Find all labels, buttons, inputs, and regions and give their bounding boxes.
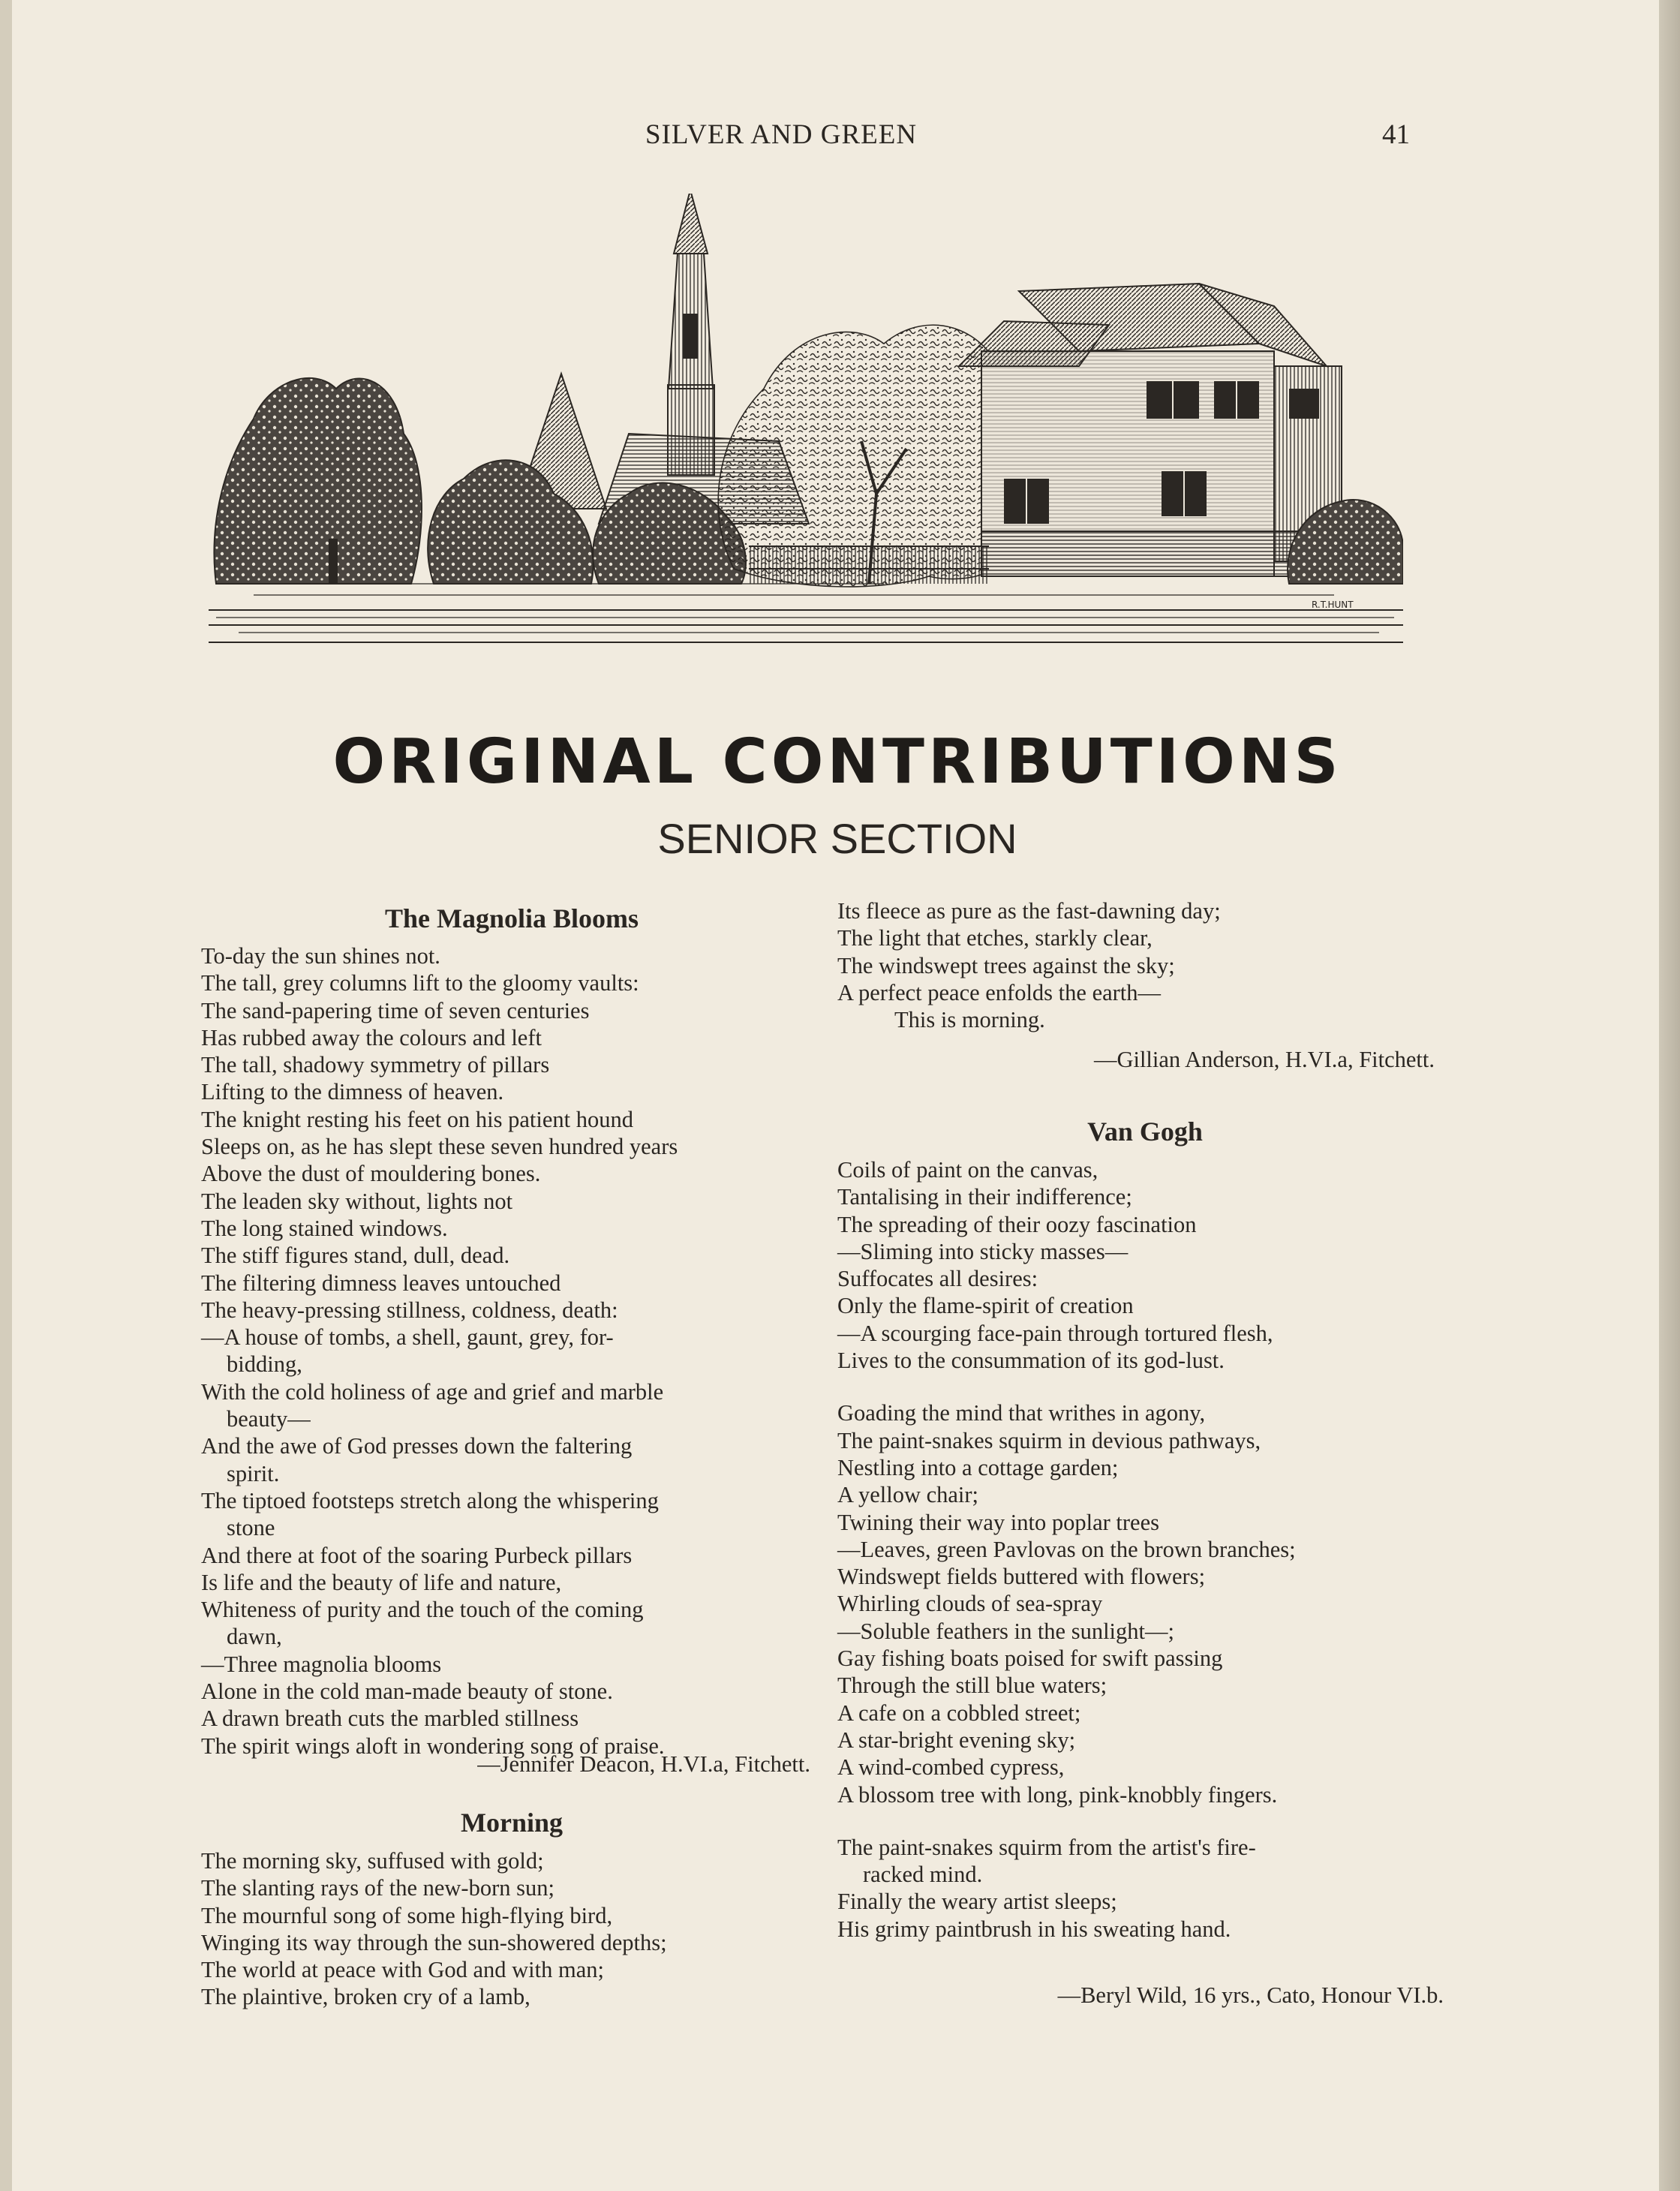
poem-line: Lives to the consummation of its god-lust. bbox=[837, 1348, 1225, 1374]
poem-line: racked mind. bbox=[863, 1862, 983, 1888]
stanza-gap bbox=[837, 1808, 1453, 1834]
magazine-page bbox=[12, 0, 1663, 2191]
poem-vangogh bbox=[837, 1156, 1453, 1943]
section-title: SENIOR SECTION bbox=[657, 815, 1017, 862]
poem-line: The world at peace with God and with man; bbox=[201, 1957, 604, 1983]
poem-morning-part1 bbox=[201, 1847, 831, 2011]
poem-title-vangogh: Van Gogh bbox=[1087, 1117, 1203, 1147]
poem-line: Lifting to the dimness of heaven. bbox=[201, 1079, 504, 1105]
poem-line: stone bbox=[227, 1515, 275, 1541]
poem-line: —Leaves, green Pavlovas on the brown branches; bbox=[837, 1536, 1296, 1562]
poem-line: The heavy-pressing stillness, coldness, death: bbox=[201, 1297, 618, 1323]
poem-line: The tall, shadowy symmetry of pillars bbox=[201, 1052, 550, 1078]
poem-line: Whirling clouds of sea-spray bbox=[837, 1591, 1103, 1617]
poem-line: Tantalising in their indifference; bbox=[837, 1184, 1132, 1210]
poem-line: Gay fishing boats poised for swift passing bbox=[837, 1646, 1223, 1672]
poem-line: A yellow chair; bbox=[837, 1482, 979, 1508]
poem-line: A drawn breath cuts the marbled stillness bbox=[201, 1706, 579, 1732]
poem-line: The morning sky, suffused with gold; bbox=[201, 1848, 544, 1874]
poem-line: A star-bright evening sky; bbox=[837, 1727, 1076, 1753]
poem-line: Alone in the cold man-made beauty of stone. bbox=[201, 1679, 613, 1705]
poem-line: And the awe of God presses down the faltering bbox=[201, 1433, 633, 1459]
poem-line: Twining their way into poplar trees bbox=[837, 1509, 1159, 1535]
poem-line: The paint-snakes squirm from the artist's fire- bbox=[837, 1834, 1256, 1860]
stanza-gap bbox=[837, 1374, 1453, 1399]
poem-magnolia bbox=[201, 942, 831, 1760]
poem-line: To-day the sun shines not. bbox=[201, 943, 440, 969]
byline-vangogh: —Beryl Wild, 16 yrs., Cato, Honour VI.b. bbox=[1057, 1982, 1444, 2008]
poem-line: Finally the weary artist sleeps; bbox=[837, 1889, 1117, 1915]
poem-line: The paint-snakes squirm in devious pathways, bbox=[837, 1427, 1261, 1453]
byline-morning: —Gillian Anderson, H.VI.a, Fitchett. bbox=[1093, 1047, 1435, 1072]
poem-line: The knight resting his feet on his patient hound bbox=[201, 1106, 634, 1132]
poem-line: Is life and the beauty of life and nature, bbox=[201, 1569, 562, 1595]
poem-line: —Sliming into sticky masses— bbox=[837, 1238, 1129, 1264]
poem-line: The windswept trees against the sky; bbox=[837, 952, 1175, 978]
poem-line: Has rubbed away the colours and left bbox=[201, 1024, 542, 1050]
poem-line: A wind-combed cypress, bbox=[837, 1754, 1065, 1781]
poem-line: A cafe on a cobbled street; bbox=[837, 1700, 1081, 1726]
poem-line: The slanting rays of the new-born sun; bbox=[201, 1875, 554, 1901]
poem-line: The plaintive, broken cry of a lamb, bbox=[201, 1984, 530, 2010]
poem-line: Through the still blue waters; bbox=[837, 1673, 1107, 1699]
poem-line: The spirit wings aloft in wondering song of praise. bbox=[201, 1733, 665, 1759]
poem-line: —A scourging face-pain through tortured flesh, bbox=[837, 1320, 1273, 1346]
poem-line: The sand-papering time of seven centuries bbox=[201, 997, 590, 1023]
poem-morning-part2 bbox=[837, 897, 1453, 1033]
poem-line: The long stained windows. bbox=[201, 1215, 448, 1241]
poem-line: Windswept fields buttered with flowers; bbox=[837, 1564, 1206, 1590]
poem-line: The leaden sky without, lights not bbox=[201, 1188, 513, 1214]
poem-line: Whiteness of purity and the touch of the coming bbox=[201, 1597, 644, 1623]
poem-line: bidding, bbox=[227, 1351, 302, 1378]
page-number: 41 bbox=[1382, 119, 1410, 150]
poem-line: Above the dust of mouldering bones. bbox=[201, 1161, 541, 1187]
poem-line: Winging its way through the sun-showered depths; bbox=[201, 1929, 667, 1955]
poem-line: —Soluble feathers in the sunlight—; bbox=[837, 1618, 1174, 1644]
poem-line: The stiff figures stand, dull, dead. bbox=[201, 1243, 510, 1269]
poem-line: —Three magnolia blooms bbox=[201, 1651, 442, 1677]
poem-line: The tall, grey columns lift to the gloomy vaults: bbox=[201, 970, 639, 996]
poem-line: The spreading of their oozy fascination bbox=[837, 1211, 1197, 1237]
poem-line: Coils of paint on the canvas, bbox=[837, 1157, 1098, 1183]
poem-line: The light that etches, starkly clear, bbox=[837, 925, 1153, 951]
poem-line: Suffocates all desires: bbox=[837, 1266, 1038, 1292]
running-title: SILVER AND GREEN bbox=[645, 119, 918, 150]
byline-magnolia: —Jennifer Deacon, H.VI.a, Fitchett. bbox=[477, 1751, 810, 1777]
page-left-edge bbox=[0, 0, 12, 2191]
poem-line: —A house of tombs, a shell, gaunt, grey, for- bbox=[201, 1324, 614, 1351]
artist-signature: R.T.HUNT bbox=[1312, 600, 1354, 610]
poem-line: Its fleece as pure as the fast-dawning day; bbox=[837, 898, 1221, 924]
poem-line: Nestling into a cottage garden; bbox=[837, 1454, 1119, 1480]
poem-line: And there at foot of the soaring Purbeck pillars bbox=[201, 1542, 633, 1568]
poem-title-magnolia: The Magnolia Blooms bbox=[384, 903, 639, 933]
poem-title-morning: Morning bbox=[460, 1808, 563, 1838]
poem-line: Goading the mind that writhes in agony, bbox=[837, 1400, 1206, 1426]
poem-line: spirit. bbox=[227, 1460, 280, 1486]
main-title: ORIGINAL CONTRIBUTIONS bbox=[332, 726, 1342, 798]
poem-line: A perfect peace enfolds the earth— bbox=[837, 979, 1162, 1005]
poem-line: A blossom tree with long, pink-knobbly fingers. bbox=[837, 1781, 1278, 1808]
poem-line: beauty— bbox=[227, 1406, 311, 1432]
poem-line: Only the flame-spirit of creation bbox=[837, 1293, 1134, 1319]
poem-line: His grimy paintbrush in his sweating hand. bbox=[837, 1916, 1231, 1942]
poem-line: dawn, bbox=[227, 1624, 282, 1650]
page-right-edge bbox=[1659, 0, 1680, 2191]
poem-line: The mournful song of some high-flying bird, bbox=[201, 1902, 613, 1928]
poem-line: The tiptoed footsteps stretch along the whispering bbox=[201, 1487, 659, 1513]
poem-line: With the cold holiness of age and grief and marble bbox=[201, 1378, 664, 1405]
poem-line: The filtering dimness leaves untouched bbox=[201, 1270, 561, 1296]
poem-line: Sleeps on, as he has slept these seven hundred years bbox=[201, 1134, 678, 1160]
school-buildings-illustration bbox=[209, 194, 1403, 644]
poem-line: This is morning. bbox=[894, 1007, 1045, 1033]
